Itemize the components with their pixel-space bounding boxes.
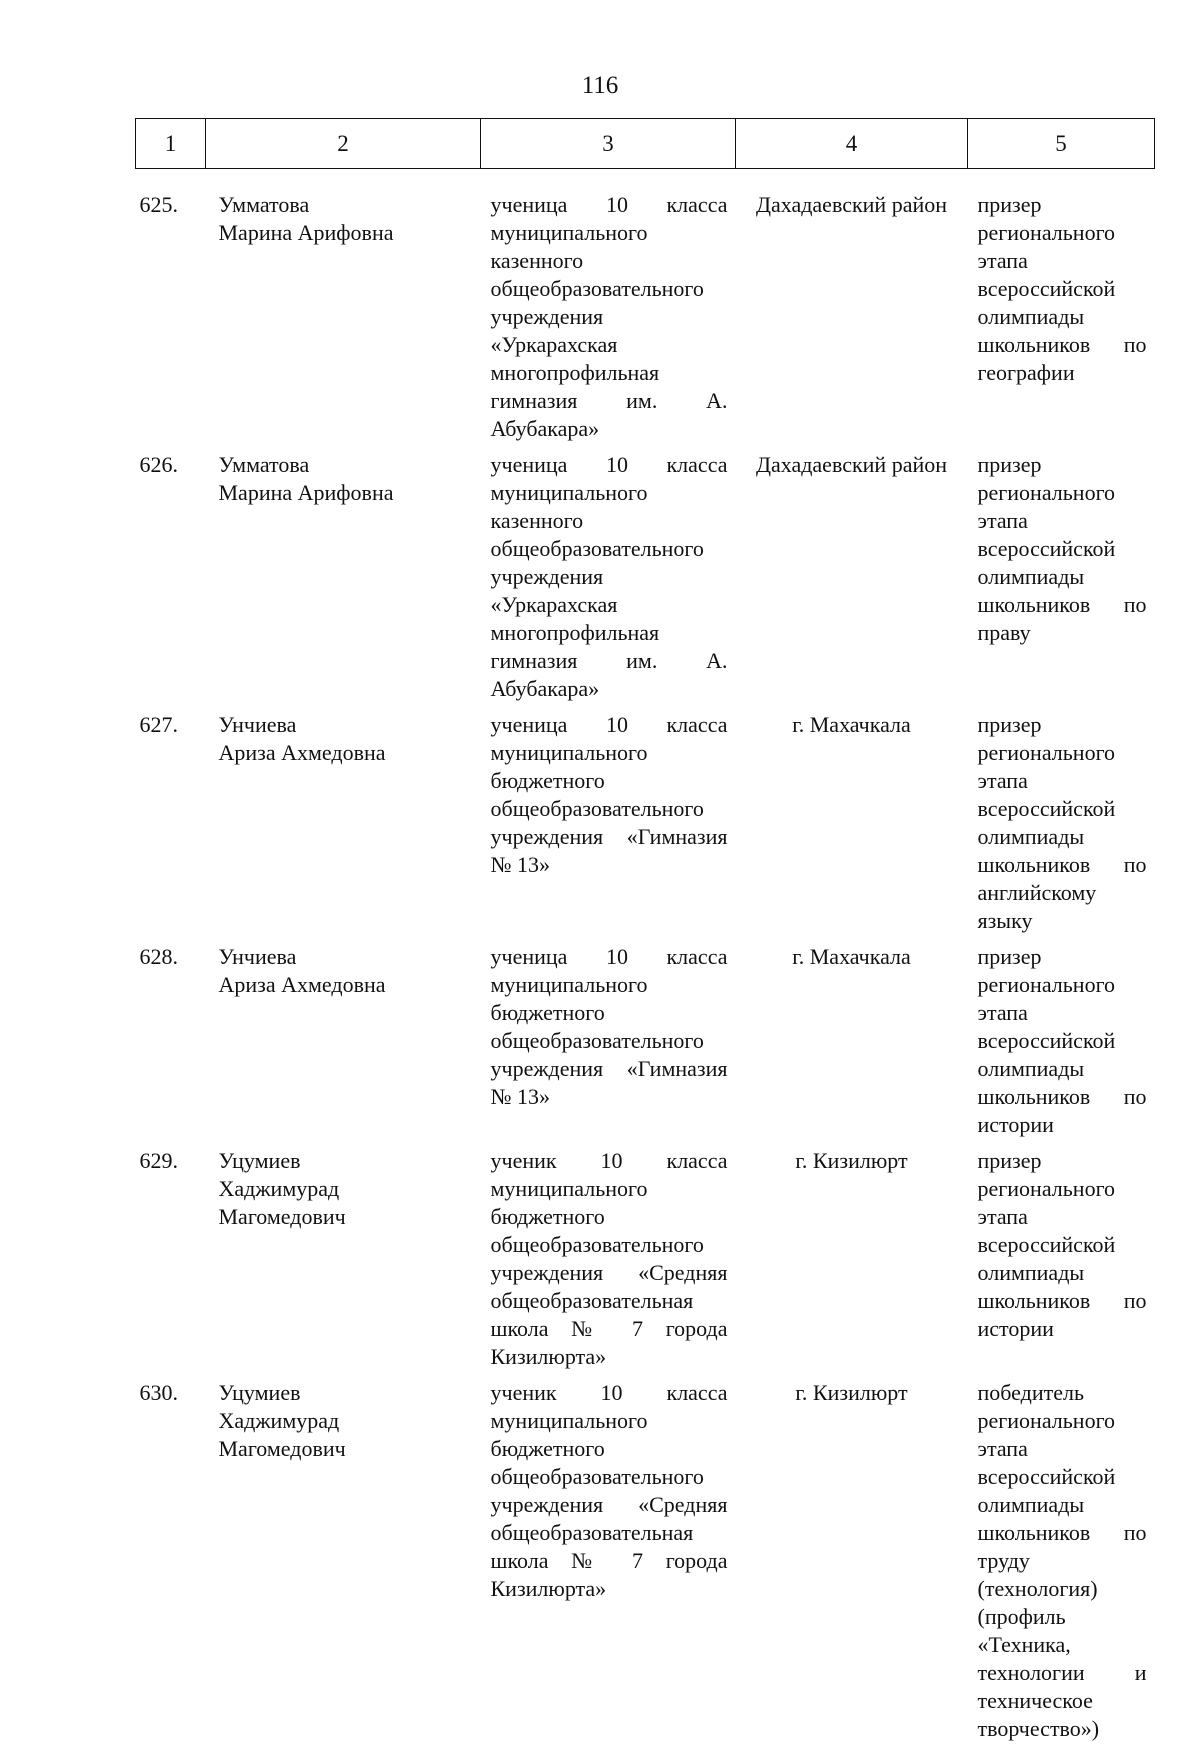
table-row [136, 707, 1155, 939]
surname: Унчиева [219, 943, 475, 971]
row-number: 627. [136, 707, 206, 939]
row-number: 629. [136, 1143, 206, 1375]
column-header-4: 4 [736, 119, 968, 169]
given-names: Ариза Ахмедовна [219, 739, 475, 767]
column-header-5: 5 [968, 119, 1155, 169]
surname: Умматова [219, 451, 475, 479]
award-status: призер регионального этапа всероссийской олимпиады школьников по праву [968, 447, 1155, 707]
column-header-3: 3 [481, 119, 736, 169]
given-names: Марина Арифовна [219, 479, 475, 507]
region: г. Кизилюрт [736, 1143, 968, 1375]
organization: ученик 10 класса муниципального бюджетного общеобразовательного учреждения «Средняя общеобразовательная школа № 7 города Кизилюрта» [481, 1375, 736, 1747]
organization: ученица 10 класса муниципального казенного общеобразовательного учреждения «Уркарахская многопрофильная гимназия им. А. Абубакара» [481, 169, 736, 448]
surname: Умматова [219, 191, 475, 219]
column-header-2: 2 [206, 119, 481, 169]
organization: ученица 10 класса муниципального бюджетного общеобразовательного учреждения «Гимназия № 13» [481, 939, 736, 1143]
region: Дахадаевский район [736, 447, 968, 707]
given-name: Хаджимурад [219, 1175, 475, 1203]
given-name: Хаджимурад [219, 1407, 475, 1435]
organization: ученица 10 класса муниципального бюджетного общеобразовательного учреждения «Гимназия № 13» [481, 707, 736, 939]
row-number: 626. [136, 447, 206, 707]
organization: ученица 10 класса муниципального казенного общеобразовательного учреждения «Уркарахская многопрофильная гимназия им. А. Абубакара» [481, 447, 736, 707]
person-name [206, 1375, 481, 1747]
table-row [136, 447, 1155, 707]
given-names: Ариза Ахмедовна [219, 971, 475, 999]
row-number: 628. [136, 939, 206, 1143]
table-row [136, 169, 1155, 448]
award-status: призер регионального этапа всероссийской олимпиады школьников по истории [968, 1143, 1155, 1375]
page-number: 116 [0, 72, 1200, 100]
patronymic: Магомедович [219, 1435, 475, 1463]
award-status: призер регионального этапа всероссийской олимпиады школьников по английскому языку [968, 707, 1155, 939]
region: г. Махачкала [736, 707, 968, 939]
surname: Уцумиев [219, 1147, 475, 1175]
organization: ученик 10 класса муниципального бюджетного общеобразовательного учреждения «Средняя общеобразовательная школа № 7 города Кизилюрта» [481, 1143, 736, 1375]
surname: Уцумиев [219, 1379, 475, 1407]
person-name [206, 169, 481, 448]
table-body [136, 169, 1155, 1747]
table-row [136, 1375, 1155, 1747]
region: г. Кизилюрт [736, 1375, 968, 1747]
table-row [136, 939, 1155, 1143]
award-status: победитель регионального этапа всероссийской олимпиады школьников по труду (технология) (профиль «Техника, технологии и техническое творчество») [968, 1375, 1155, 1747]
region: г. Махачкала [736, 939, 968, 1143]
region: Дахадаевский район [736, 169, 968, 448]
table-row [136, 1143, 1155, 1375]
header-row [136, 119, 1155, 169]
person-name [206, 447, 481, 707]
surname: Унчиева [219, 711, 475, 739]
awardees-table [135, 118, 1155, 1747]
award-status: призер регионального этапа всероссийской олимпиады школьников по географии [968, 169, 1155, 448]
award-status: призер регионального этапа всероссийской олимпиады школьников по истории [968, 939, 1155, 1143]
person-name [206, 1143, 481, 1375]
row-number: 630. [136, 1375, 206, 1747]
patronymic: Магомедович [219, 1203, 475, 1231]
row-number: 625. [136, 169, 206, 448]
given-names: Марина Арифовна [219, 219, 475, 247]
table-header [136, 119, 1155, 169]
person-name [206, 939, 481, 1143]
column-header-1: 1 [136, 119, 206, 169]
person-name [206, 707, 481, 939]
